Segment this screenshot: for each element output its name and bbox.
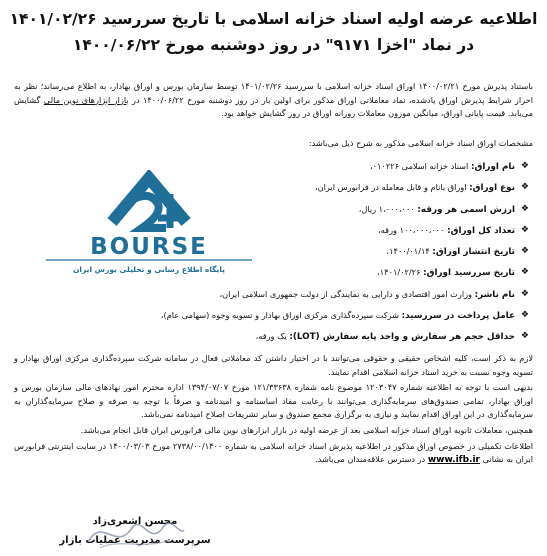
spec-label: حداقل حجم هر سفارش و واحد پایه سفارش (LOT): <box>289 332 515 343</box>
specs-list <box>160 156 529 348</box>
diamond-bullet-icon: ❖ <box>520 331 529 342</box>
diamond-bullet-icon: ❖ <box>520 246 529 257</box>
signatory-position: سرپرست مدیریت عملیات بازار <box>59 535 211 546</box>
diamond-bullet-icon: ❖ <box>520 288 529 299</box>
diamond-bullet-icon: ❖ <box>520 310 529 321</box>
spec-value: اوراق بانام و قابل معامله در فرابورس ایران، <box>314 182 467 193</box>
diamond-bullet-icon: ❖ <box>520 161 529 171</box>
spec-value: اسناد خزانه اسلامی ۰۱۰۲۲۶، <box>369 161 469 171</box>
spec-label: تاریخ انتشار اوراق: <box>432 247 515 258</box>
spec-value: ۱۰۰،۰۰۰،۰۰۰ ورقه، <box>378 224 445 235</box>
title-line-2: در نماد "اخزا ۹۱۷۱" در روز دوشنبه مورخ ۱۴۰۰/۰۶/۲۲ <box>72 36 475 54</box>
spec-label: تاریخ سررسید اوراق: <box>423 268 515 279</box>
spec-value: ۱۴۰۱/۰۲/۲۶، <box>377 267 421 278</box>
diamond-bullet-icon: ❖ <box>520 224 529 235</box>
specs-intro: مشخصات اوراق اسناد خزانه اسلامی مذکور به شرح ذیل می‌باشد: <box>308 138 533 148</box>
intro-text-1: باستناد پذیرش مورخ ۱۴۰۰/۰۲/۲۱ اوراق اسناد خزانه اسلامی با سررسید ۱۴۰۱/۰۲/۲۶ توسط سازمان بورس و اوراق بهادار، به اطلاع می‌رساند؛ نظر به احراز شرایط پذیرش اوراق یادشده، نماد معاملاتی اوراق مذکور برای اولین بار در روز دوشنبه مورخ ۱۴۰۰/۰۶/۲۲ در <box>14 81 533 105</box>
spec-label: نام ناشر: <box>474 289 515 300</box>
spec-value: شرکت سپرده‌گذاری مرکزی اوراق بهادار و تسویه وجوه (سهامی عام)، <box>160 310 400 321</box>
signature-scribble <box>80 508 190 556</box>
diamond-bullet-icon: ❖ <box>520 267 529 278</box>
logo-wordmark: BOURSE <box>90 234 208 260</box>
closing-text-1: اطلاعات تکمیلی در خصوص اوراق مذکور در اطلاعیه پذیرش اسناد خزانه اسلامی به شماره ۲۷۳۸/۰۰/۱۴۰۰ مورخ ۱۴۰۰/۰۳/۰۳ در سایت اینترنتی فرابورس ایران به نشانی <box>14 440 533 465</box>
signatory-name: محسن اشعری‌زاد <box>92 516 178 527</box>
intro-text-2: گشایش می‌یابد. قیمت پایانی اوراق، میانگین موزون معاملات روزانه اوراق در روز گشایش خواهد بود. <box>14 94 533 119</box>
spec-label: ارزش اسمی هر ورقه: <box>417 204 515 215</box>
spec-item <box>229 177 529 198</box>
spec-value: ۱۴۰۰/۰۱/۱۴، <box>386 246 430 257</box>
ifb-website-link[interactable]: www.ifb.ir <box>427 455 480 466</box>
spec-label: تعداد کل اوراق: <box>447 225 515 236</box>
logo-tagline: پایگاه اطلاع رسانی و تحلیلی بورس ایران <box>73 265 225 274</box>
spec-item <box>229 156 529 177</box>
closing-paragraph-4 <box>14 440 533 468</box>
spec-value: ۱،۰۰۰،۰۰۰ ریال، <box>358 203 415 214</box>
spec-item <box>219 284 529 305</box>
title-line-1: اطلاعیه عرضه اولیه اسناد خزانه اسلامی با تاریخ سررسید ۱۴۰۱/۰۲/۲۶ <box>9 10 538 28</box>
spec-item <box>229 199 529 220</box>
closing-section <box>14 352 533 468</box>
spec-label: نام اوراق: <box>470 162 515 172</box>
diamond-bullet-icon: ❖ <box>520 182 529 193</box>
spec-value: وزارت امور اقتصادی و دارایی به نمایندگی از دولت جمهوری اسلامی ایران، <box>219 288 473 299</box>
spec-value: یک ورقه، <box>255 331 287 342</box>
spec-item <box>229 326 529 347</box>
spec-item <box>160 305 529 326</box>
intro-paragraph <box>14 80 533 121</box>
spec-item <box>229 220 529 241</box>
spec-item <box>229 262 529 283</box>
diamond-bullet-icon: ❖ <box>520 203 529 214</box>
market-name-underlined: بازار ابزارهای نوین مالی <box>43 94 129 105</box>
spec-label: نوع اوراق: <box>469 183 515 194</box>
signature-block <box>50 514 220 554</box>
bourse-logo <box>24 170 274 280</box>
spec-label: عامل پرداخت در سررسید: <box>401 311 515 322</box>
spec-item <box>229 241 529 262</box>
closing-paragraph-2: بدیهی است با توجه به اطلاعیه شماره ۱۲۰۳۰۴۷ موضوع نامه شماره ۱۲۱/۳۳۶۳۸ مورخ ۱۳۹۴/۰۷/۰۷ اداره محترم امور نهادهای مالی سازمان بورس و اوراق بهادار، تمامی صندوق‌های سرمایه‌گذاری می‌توانند با رعایت مفاد اساسنامه و امیدنامه و صرفاً با توجه به صرفه و صلاح سرمایه‌گذاران به سرمایه‌گذاری در این اوراق اقدام نمایند و نیازی به برگزاری مجمع صندوق و سایر تشریفات اصلاح امیدنامه نمی‌باشد. <box>14 382 534 420</box>
closing-paragraph-3: همچنین، معاملات ثانویه اوراق اسناد خزانه اسلامی بعد از عرضه اولیه در بازار ابزارهای نوین مالی فرابورس ایران قابل انجام می‌باشد. <box>80 424 533 435</box>
closing-paragraph-1: لازم به ذکر است، کلیه اشخاص حقیقی و حقوقی می‌توانند با در اختیار داشتن کد معاملاتی فعال در سامانه شرکت سپرده‌گذاری مرکزی اوراق بهادار و تسویه وجوه نسبت به خرید اسناد خزانه اسلامی اقدام نمایند. <box>14 353 533 377</box>
closing-text-2: در دسترس علاقه‌مندان می‌باشد. <box>315 454 428 465</box>
